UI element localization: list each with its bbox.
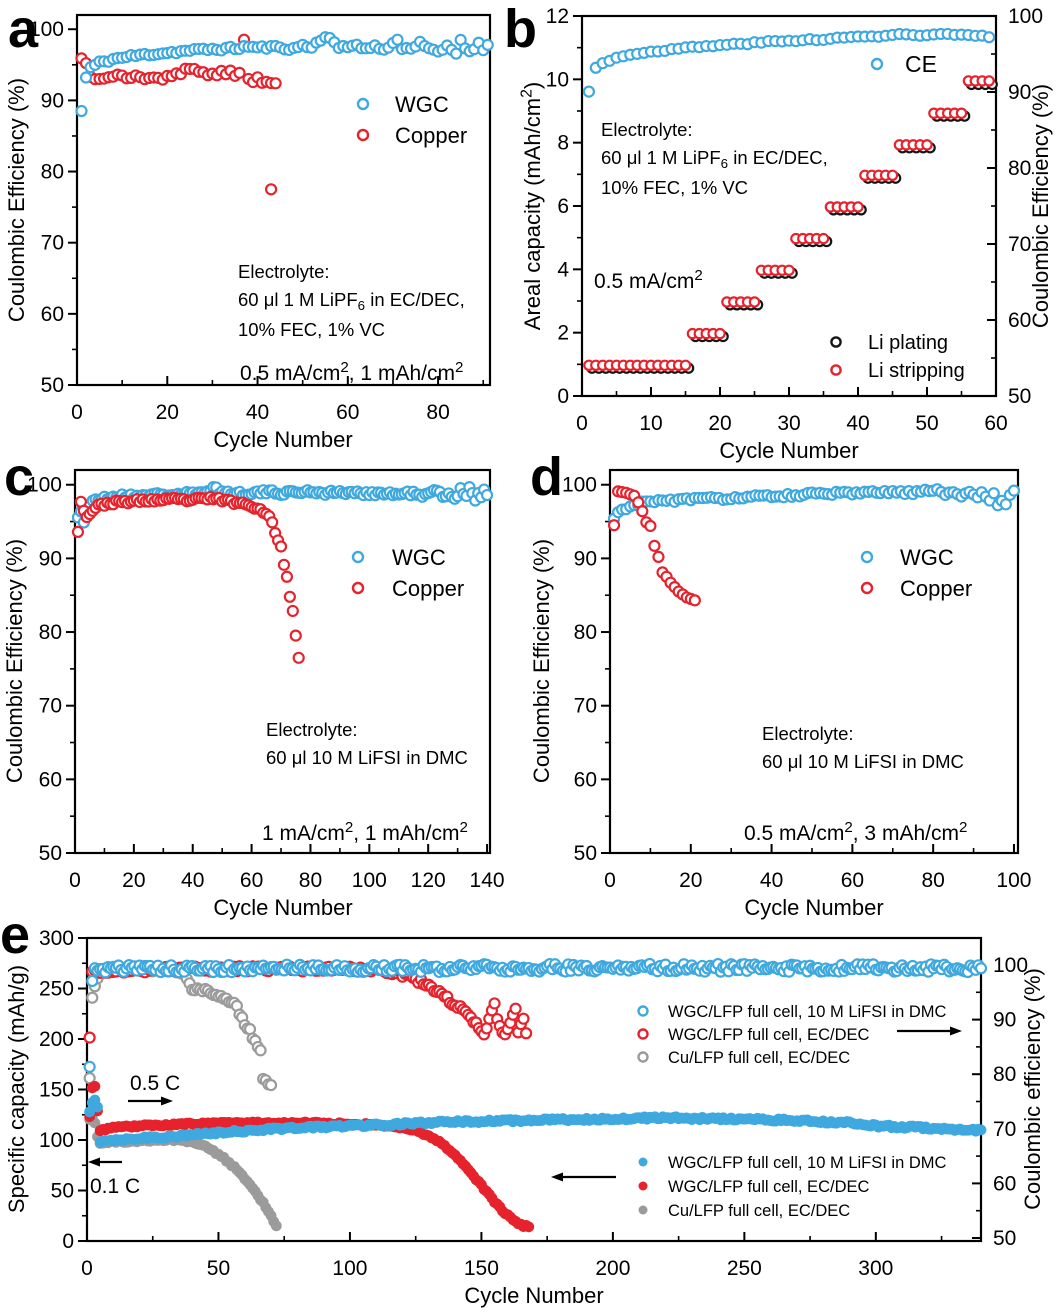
panel-c-chart [2, 470, 505, 920]
x-tick-label: 60 [239, 869, 264, 892]
legend-marker-open [872, 59, 882, 69]
x-tick-label: 50 [915, 412, 939, 435]
y-tick-label: 10 [545, 68, 569, 92]
arrow-head [950, 1027, 962, 1036]
x-tick-label: 10 [639, 412, 663, 435]
panel-letter-d: d [530, 447, 563, 507]
y-tick-label: 60 [573, 768, 597, 792]
y-tick-label: 90 [38, 547, 62, 571]
series-wgc-lfp-full-cell-capacity-ec-dec [84, 1081, 534, 1232]
annotation: 60 μl 10 M LiFSI in DMC [762, 751, 964, 772]
y2-tick-label: 70 [1008, 233, 1032, 256]
legend-label: Copper [392, 576, 465, 601]
x-axis-title: Cycle Number [719, 438, 859, 463]
x-tick-label: 250 [726, 1257, 762, 1280]
legend [639, 1154, 947, 1220]
y-tick-label: 60 [38, 768, 62, 792]
y-tick-label: 150 [38, 1078, 74, 1102]
x-tick-label: 0 [69, 869, 81, 892]
y-tick-label: 6 [557, 195, 569, 218]
y-tick-label: 12 [545, 5, 569, 28]
y-axis-title: Areal capacity $(mAh/cm^2)$ [518, 81, 545, 331]
y2-tick-label: 60 [993, 1172, 1017, 1196]
x-tick-label: 40 [846, 412, 870, 435]
annotation: Electrolyte: [266, 719, 358, 740]
y-tick-label: 0 [62, 1230, 74, 1253]
x-tick-label: 140 [469, 869, 505, 892]
legend-label: WGC/LFP full cell, EC/DEC [668, 1026, 870, 1044]
y-axis-title: Coulombic Efficiency (%) [2, 538, 27, 784]
y2-tick-label: 100 [1008, 5, 1044, 28]
x-tick-label: 40 [245, 401, 270, 424]
legend-label: WGC/LFP full cell, 10 M LiFSI in DMC [668, 1154, 947, 1172]
legend-label: CE [905, 51, 937, 77]
y-tick-label: 100 [561, 473, 597, 497]
x-tick-label: 50 [206, 1257, 231, 1280]
legend-marker-open [831, 365, 840, 374]
annotation: 1 $mA/cm^2$, 1 mAh/$cm^2$ [262, 819, 468, 845]
y-tick-label: 50 [50, 1179, 74, 1203]
y2-tick-label: 50 [993, 1227, 1017, 1250]
x-axis-title: Cycle Number [464, 1283, 604, 1308]
arrow-head [161, 1097, 173, 1106]
panel-letter-e: e [0, 905, 31, 965]
x-tick-label: 80 [426, 401, 450, 424]
x-tick-label: 40 [759, 869, 784, 892]
y-axis-title: Coulombic Efficiency (%) [4, 77, 29, 323]
x-axis-title: Cycle Number [213, 427, 353, 452]
annotation: Electrolyte: [762, 723, 854, 744]
arrow-head [88, 1158, 100, 1167]
y2-axis-title: Coulombic Efficiency (%) [1028, 83, 1053, 329]
panel-b-chart [519, 5, 1053, 463]
panel-e-chart [4, 927, 1045, 1308]
y-tick-label: 100 [26, 473, 62, 497]
y-tick-label: 70 [40, 231, 64, 255]
legend-label: Cu/LFP full cell, EC/DEC [668, 1202, 851, 1220]
panel-d-chart [529, 470, 1031, 920]
annotation: 60 μl 10 M LiFSI in DMC [266, 747, 468, 768]
legend-label: Li plating [868, 332, 949, 354]
panel-letter-c: c [4, 447, 35, 507]
annotation: 60 μl 1 M LiPF$_6$ in EC/DEC, [238, 289, 465, 314]
y-tick-label: 70 [38, 694, 62, 718]
annotation: 0.5 $mA/cm^2$, 1 mAh/$cm^2$ [240, 359, 464, 385]
annotation: 60 μl 1 M LiPF$_6$ in EC/DEC, [601, 147, 828, 172]
y-tick-label: 50 [38, 842, 62, 865]
y-tick-label: 80 [573, 621, 597, 645]
legend-marker-open [639, 1053, 648, 1062]
x-tick-label: 120 [410, 869, 446, 892]
x-tick-label: 20 [122, 869, 146, 892]
legend [358, 92, 467, 148]
x-tick-label: 20 [155, 401, 179, 424]
panel-letter-a: a [8, 0, 39, 59]
y-tick-label: 90 [573, 547, 597, 571]
y2-tick-label: 70 [993, 1117, 1017, 1141]
y-tick-label: 70 [573, 694, 597, 718]
x-tick-label: 60 [840, 869, 865, 892]
x-tick-label: 30 [777, 412, 801, 435]
y2-tick-label: 80 [1008, 157, 1032, 180]
y-tick-label: 50 [40, 374, 64, 397]
legend [639, 1003, 947, 1067]
annotation: 10% FEC, 1% VC [238, 319, 386, 340]
y-tick-label: 8 [557, 131, 569, 155]
x-axis-title: Cycle Number [213, 895, 353, 920]
legend [353, 545, 464, 601]
legend [831, 332, 964, 382]
x-tick-label: 100 [332, 1257, 368, 1280]
x-tick-label: 100 [351, 869, 387, 892]
y-tick-label: 90 [40, 89, 64, 113]
y-axis-title: Specific capacity (mAh/g) [4, 964, 29, 1214]
x-tick-label: 0 [576, 412, 588, 435]
y2-axis-title: Coulombic efficiency (%) [1020, 968, 1045, 1210]
series-copper [73, 492, 304, 663]
legend-marker-open [353, 583, 363, 593]
legend-label: Copper [900, 576, 973, 601]
y-tick-label: 50 [573, 842, 597, 865]
annotation: 0.5 $mA/cm^2$, 3 mAh/$cm^2$ [744, 819, 968, 845]
panel-a-chart [4, 15, 493, 452]
x-tick-label: 20 [679, 869, 703, 892]
legend-label: Cu/LFP full cell, EC/DEC [668, 1049, 851, 1067]
y-tick-label: 300 [38, 927, 74, 950]
legend-marker-filled [639, 1182, 648, 1191]
legend-marker-open [862, 552, 872, 562]
series-wgc [609, 484, 1019, 523]
annotation: 0.5 C [130, 1072, 181, 1095]
legend [862, 545, 972, 601]
y-tick-label: 250 [38, 977, 74, 1001]
y-tick-label: 60 [40, 302, 64, 326]
legend-label: WGC [900, 545, 954, 570]
legend-marker-open [358, 99, 368, 109]
y-tick-label: 80 [40, 160, 64, 184]
x-tick-label: 60 [984, 412, 1008, 435]
legend-label: WGC [392, 545, 446, 570]
x-tick-label: 40 [181, 869, 205, 892]
arrow-head [551, 1173, 563, 1182]
legend-marker-filled [639, 1206, 648, 1215]
legend-marker-filled [639, 1158, 648, 1167]
y-tick-label: 4 [557, 258, 569, 282]
x-tick-label: 150 [463, 1257, 499, 1280]
y2-tick-label: 90 [1008, 81, 1032, 104]
x-tick-label: 80 [298, 869, 323, 892]
y2-tick-label: 90 [993, 1008, 1017, 1032]
panel-letter-b: b [504, 0, 537, 59]
annotation: Electrolyte: [238, 261, 330, 282]
x-tick-label: 0 [604, 869, 616, 892]
x-tick-label: 300 [858, 1257, 894, 1280]
y-tick-label: 200 [38, 1028, 74, 1051]
legend-marker-open [353, 552, 363, 562]
annotation: 0.5 $mA/cm^2$ [594, 267, 703, 293]
legend-label: WGC/LFP full cell, 10 M LiFSI in DMC [668, 1003, 947, 1021]
y-axis-title: Coulombic Efficiency (%) [529, 538, 554, 784]
y-tick-label: 2 [557, 321, 569, 345]
y2-tick-label: 100 [993, 954, 1029, 977]
legend-label: WGC [395, 92, 449, 117]
legend-marker-open [639, 1007, 648, 1016]
x-tick-label: 20 [708, 412, 732, 435]
x-tick-label: 0 [81, 1257, 93, 1280]
y2-tick-label: 80 [993, 1063, 1017, 1087]
y-tick-label: 100 [28, 18, 64, 42]
annotation: Electrolyte: [601, 119, 693, 140]
legend-marker-open [862, 583, 872, 593]
series-cu-lfp-full-cell-ce-ec-dec [85, 963, 276, 1090]
legend [872, 51, 937, 77]
x-tick-label: 60 [336, 401, 360, 424]
legend-label: Copper [395, 123, 468, 148]
x-tick-label: 200 [595, 1257, 631, 1280]
x-tick-label: 100 [996, 869, 1032, 892]
y-tick-label: 100 [38, 1129, 74, 1152]
legend-marker-open [639, 1030, 648, 1039]
x-tick-label: 0 [71, 401, 83, 424]
y-tick-label: 80 [38, 621, 62, 645]
y2-tick-label: 50 [1008, 385, 1032, 408]
legend-marker-open [831, 337, 840, 346]
legend-label: Li stripping [868, 360, 965, 382]
annotation: 0.1 C [90, 1175, 141, 1198]
plot-frame [75, 470, 490, 853]
x-tick-label: 80 [921, 869, 945, 892]
y2-tick-label: 60 [1008, 309, 1032, 332]
y-tick-label: 0 [557, 385, 569, 408]
annotation: 10% FEC, 1% VC [601, 177, 749, 198]
legend-marker-open [358, 130, 368, 140]
x-axis-title: Cycle Number [744, 895, 884, 920]
legend-label: WGC/LFP full cell, EC/DEC [668, 1178, 870, 1196]
plot-frame [610, 470, 1018, 853]
